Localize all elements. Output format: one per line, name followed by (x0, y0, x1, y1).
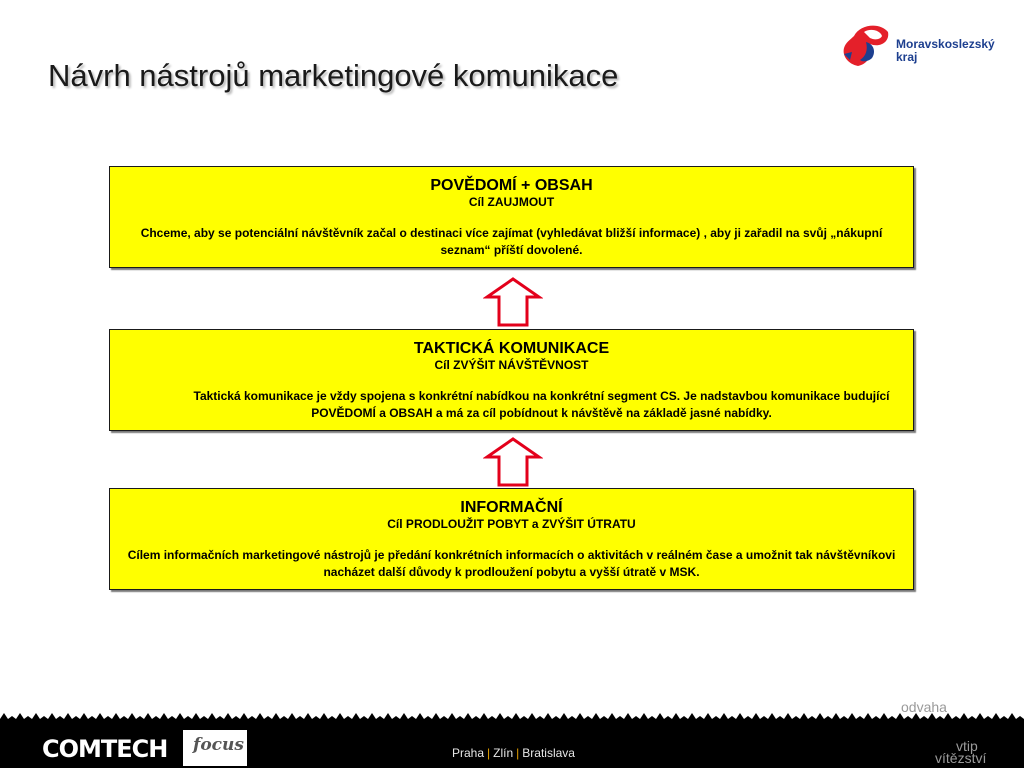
motto-vtip: vtip (956, 738, 978, 754)
slide-title: Návrh nástrojů marketingové komunikace (48, 58, 619, 93)
footer-bar (0, 726, 1024, 768)
box-heading: TAKTICKÁ KOMUNIKACE (413, 340, 610, 357)
focus-logo (183, 730, 247, 766)
box-goal: Cíl ZVÝŠIT NÁVŠTĚVNOST (434, 358, 589, 372)
box-povedomi-obsah (109, 166, 914, 268)
city-separator: | (487, 746, 491, 760)
logo-line-1: Moravskoslezský (896, 37, 995, 51)
up-arrow-icon (483, 437, 543, 487)
box-text: Chceme, aby se potenciální návštěvník začal o destinaci více zajímat (vyhledávat bližší informace) , aby ji zařadil na svůj „nákupní seznam“ příští dovolené. (140, 226, 883, 257)
city-separator: | (516, 746, 520, 760)
city-bratislava: Bratislava (522, 746, 575, 760)
office-cities (452, 746, 575, 760)
motto-vitezstvi: vítězství (935, 750, 987, 766)
footer-wave-edge (0, 711, 1024, 727)
focus-logo-text: focus (193, 735, 244, 755)
box-goal: Cíl PRODLOUŽIT POBYT a ZVÝŠIT ÚTRATU (387, 517, 636, 531)
region-emblem-icon (840, 18, 892, 74)
logo-line-2: kraj (896, 50, 918, 64)
box-text: Cílem informačních marketingové nástrojů je předání konkrétních informacích o aktivitách v reálném čase a umožnit tak návštěvníkovi nacházet další důvody k prodloužení pobytu a vyšší útratě v MSK. (127, 548, 896, 579)
box-goal: Cíl ZAUJMOUT (468, 195, 555, 209)
comtech-logo: COMTECH (42, 735, 168, 763)
up-arrow-icon (483, 277, 543, 327)
box-informacni (109, 488, 914, 590)
moravskoslezsky-kraj-logo (840, 18, 1010, 74)
box-takticka-komunikace (109, 329, 914, 431)
city-praha: Praha (452, 746, 485, 760)
motto-odvaha: odvaha (901, 699, 947, 715)
box-heading: INFORMAČNÍ (460, 499, 563, 516)
city-zlin: Zlín (493, 746, 514, 760)
box-text: Taktická komunikace je vždy spojena s konkrétní nabídkou na konkrétní segment CS. Je nadstavbou komunikace budující POVĚDOMÍ a OBSAH a má za cíl pobídnout k návštěvě na základě jasné nabídky. (193, 389, 890, 420)
box-heading: POVĚDOMÍ + OBSAH (430, 177, 593, 194)
